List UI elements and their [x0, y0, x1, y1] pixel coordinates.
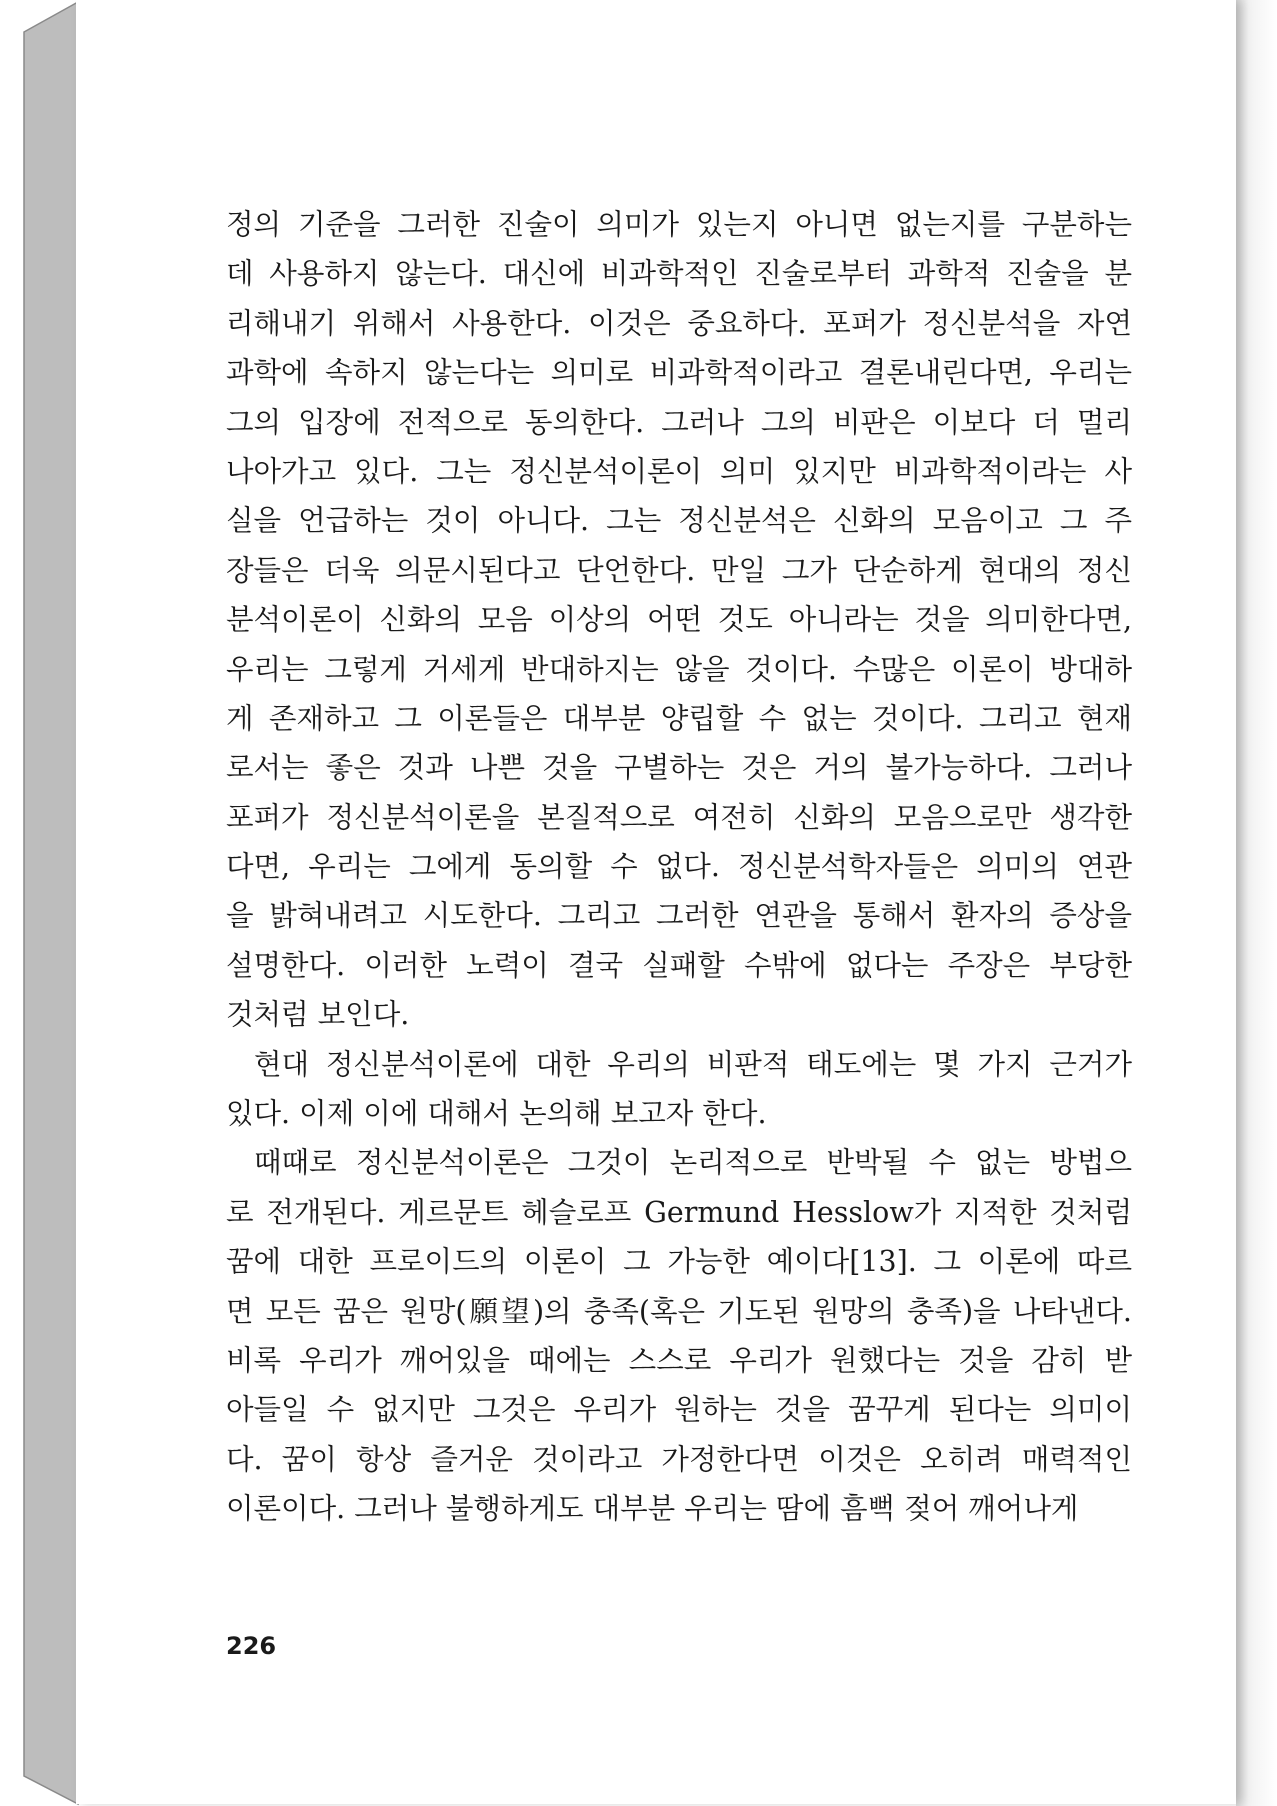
text-line: 그의 입장에 전적으로 동의한다. 그러나 그의 비판은 이보다 더 멀리	[226, 405, 1132, 439]
text-line: 장들은 더욱 의문시된다고 단언한다. 만일 그가 단순하게 현대의 정신	[226, 553, 1132, 587]
text-line: 있다. 이제 이에 대해서 논의해 보고자 한다.	[226, 1097, 767, 1131]
page-number: 226	[226, 1632, 277, 1660]
text-line: 우리는 그렇게 거세게 반대하지는 않을 것이다. 수많은 이론이 방대하	[226, 652, 1132, 686]
paragraph	[226, 1040, 1132, 1139]
text-line: 실을 언급하는 것이 아니다. 그는 정신분석은 신화의 모음이고 그 주	[226, 504, 1132, 538]
page-edge-shadow	[1236, 0, 1277, 1806]
text-line: 면 모든 꿈은 원망(願望)의 충족(혹은 기도된 원망의 충족)을 나타낸다.	[226, 1294, 1132, 1328]
text-line: 을 밝혀내려고 시도한다. 그리고 그러한 연관을 통해서 환자의 증상을	[226, 899, 1132, 933]
text-line: 것처럼 보인다.	[226, 998, 410, 1032]
text-line: 때때로 정신분석이론은 그것이 논리적으로 반박될 수 없는 방법으	[254, 1146, 1132, 1180]
text-line: 아들일 수 없지만 그것은 우리가 원하는 것을 꿈꾸게 된다는 의미이	[226, 1393, 1132, 1427]
text-line: 리해내기 위해서 사용한다. 이것은 중요하다. 포퍼가 정신분석을 자연	[226, 306, 1132, 340]
text-line: 로 전개된다. 게르문트 헤슬로프 Germund Hesslow가 지적한 것처럼	[226, 1195, 1132, 1229]
text-line: 현대 정신분석이론에 대한 우리의 비판적 태도에는 몇 가지 근거가	[254, 1047, 1132, 1081]
text-line: 이론이다. 그러나 불행하게도 대부분 우리는 땀에 흠뻑 젖어 깨어나게	[226, 1492, 1079, 1526]
text-line: 게 존재하고 그 이론들은 대부분 양립할 수 없는 것이다. 그리고 현재	[226, 701, 1132, 735]
text-line: 분석이론이 신화의 모음 이상의 어떤 것도 아니라는 것을 의미한다면,	[226, 603, 1132, 637]
body-text	[226, 200, 1132, 1534]
text-line: 비록 우리가 깨어있을 때에는 스스로 우리가 원했다는 것을 감히 받	[226, 1343, 1132, 1377]
text-line: 데 사용하지 않는다. 대신에 비과학적인 진술로부터 과학적 진술을 분	[226, 257, 1132, 291]
paragraph	[226, 1138, 1132, 1533]
text-line: 로서는 좋은 것과 나쁜 것을 구별하는 것은 거의 불가능하다. 그러나	[226, 751, 1132, 785]
text-line: 나아가고 있다. 그는 정신분석이론이 의미 있지만 비과학적이라는 사	[226, 454, 1132, 488]
text-line: 설명한다. 이러한 노력이 결국 실패할 수밖에 없다는 주장은 부당한	[226, 948, 1132, 982]
paragraph	[226, 200, 1132, 1040]
text-line: 다면, 우리는 그에게 동의할 수 없다. 정신분석학자들은 의미의 연관	[226, 850, 1132, 884]
text-line: 다. 꿈이 항상 즐거운 것이라고 가정한다면 이것은 오히려 매력적인	[226, 1442, 1132, 1476]
text-line: 꿈에 대한 프로이드의 이론이 그 가능한 예이다[13]. 그 이론에 따르	[226, 1245, 1132, 1279]
text-line: 포퍼가 정신분석이론을 본질적으로 여전히 신화의 모음으로만 생각한	[226, 800, 1132, 834]
text-line: 과학에 속하지 않는다는 의미로 비과학적이라고 결론내린다면, 우리는	[226, 356, 1132, 390]
text-line: 정의 기준을 그러한 진술이 의미가 있는지 아니면 없는지를 구분하는	[226, 208, 1132, 241]
